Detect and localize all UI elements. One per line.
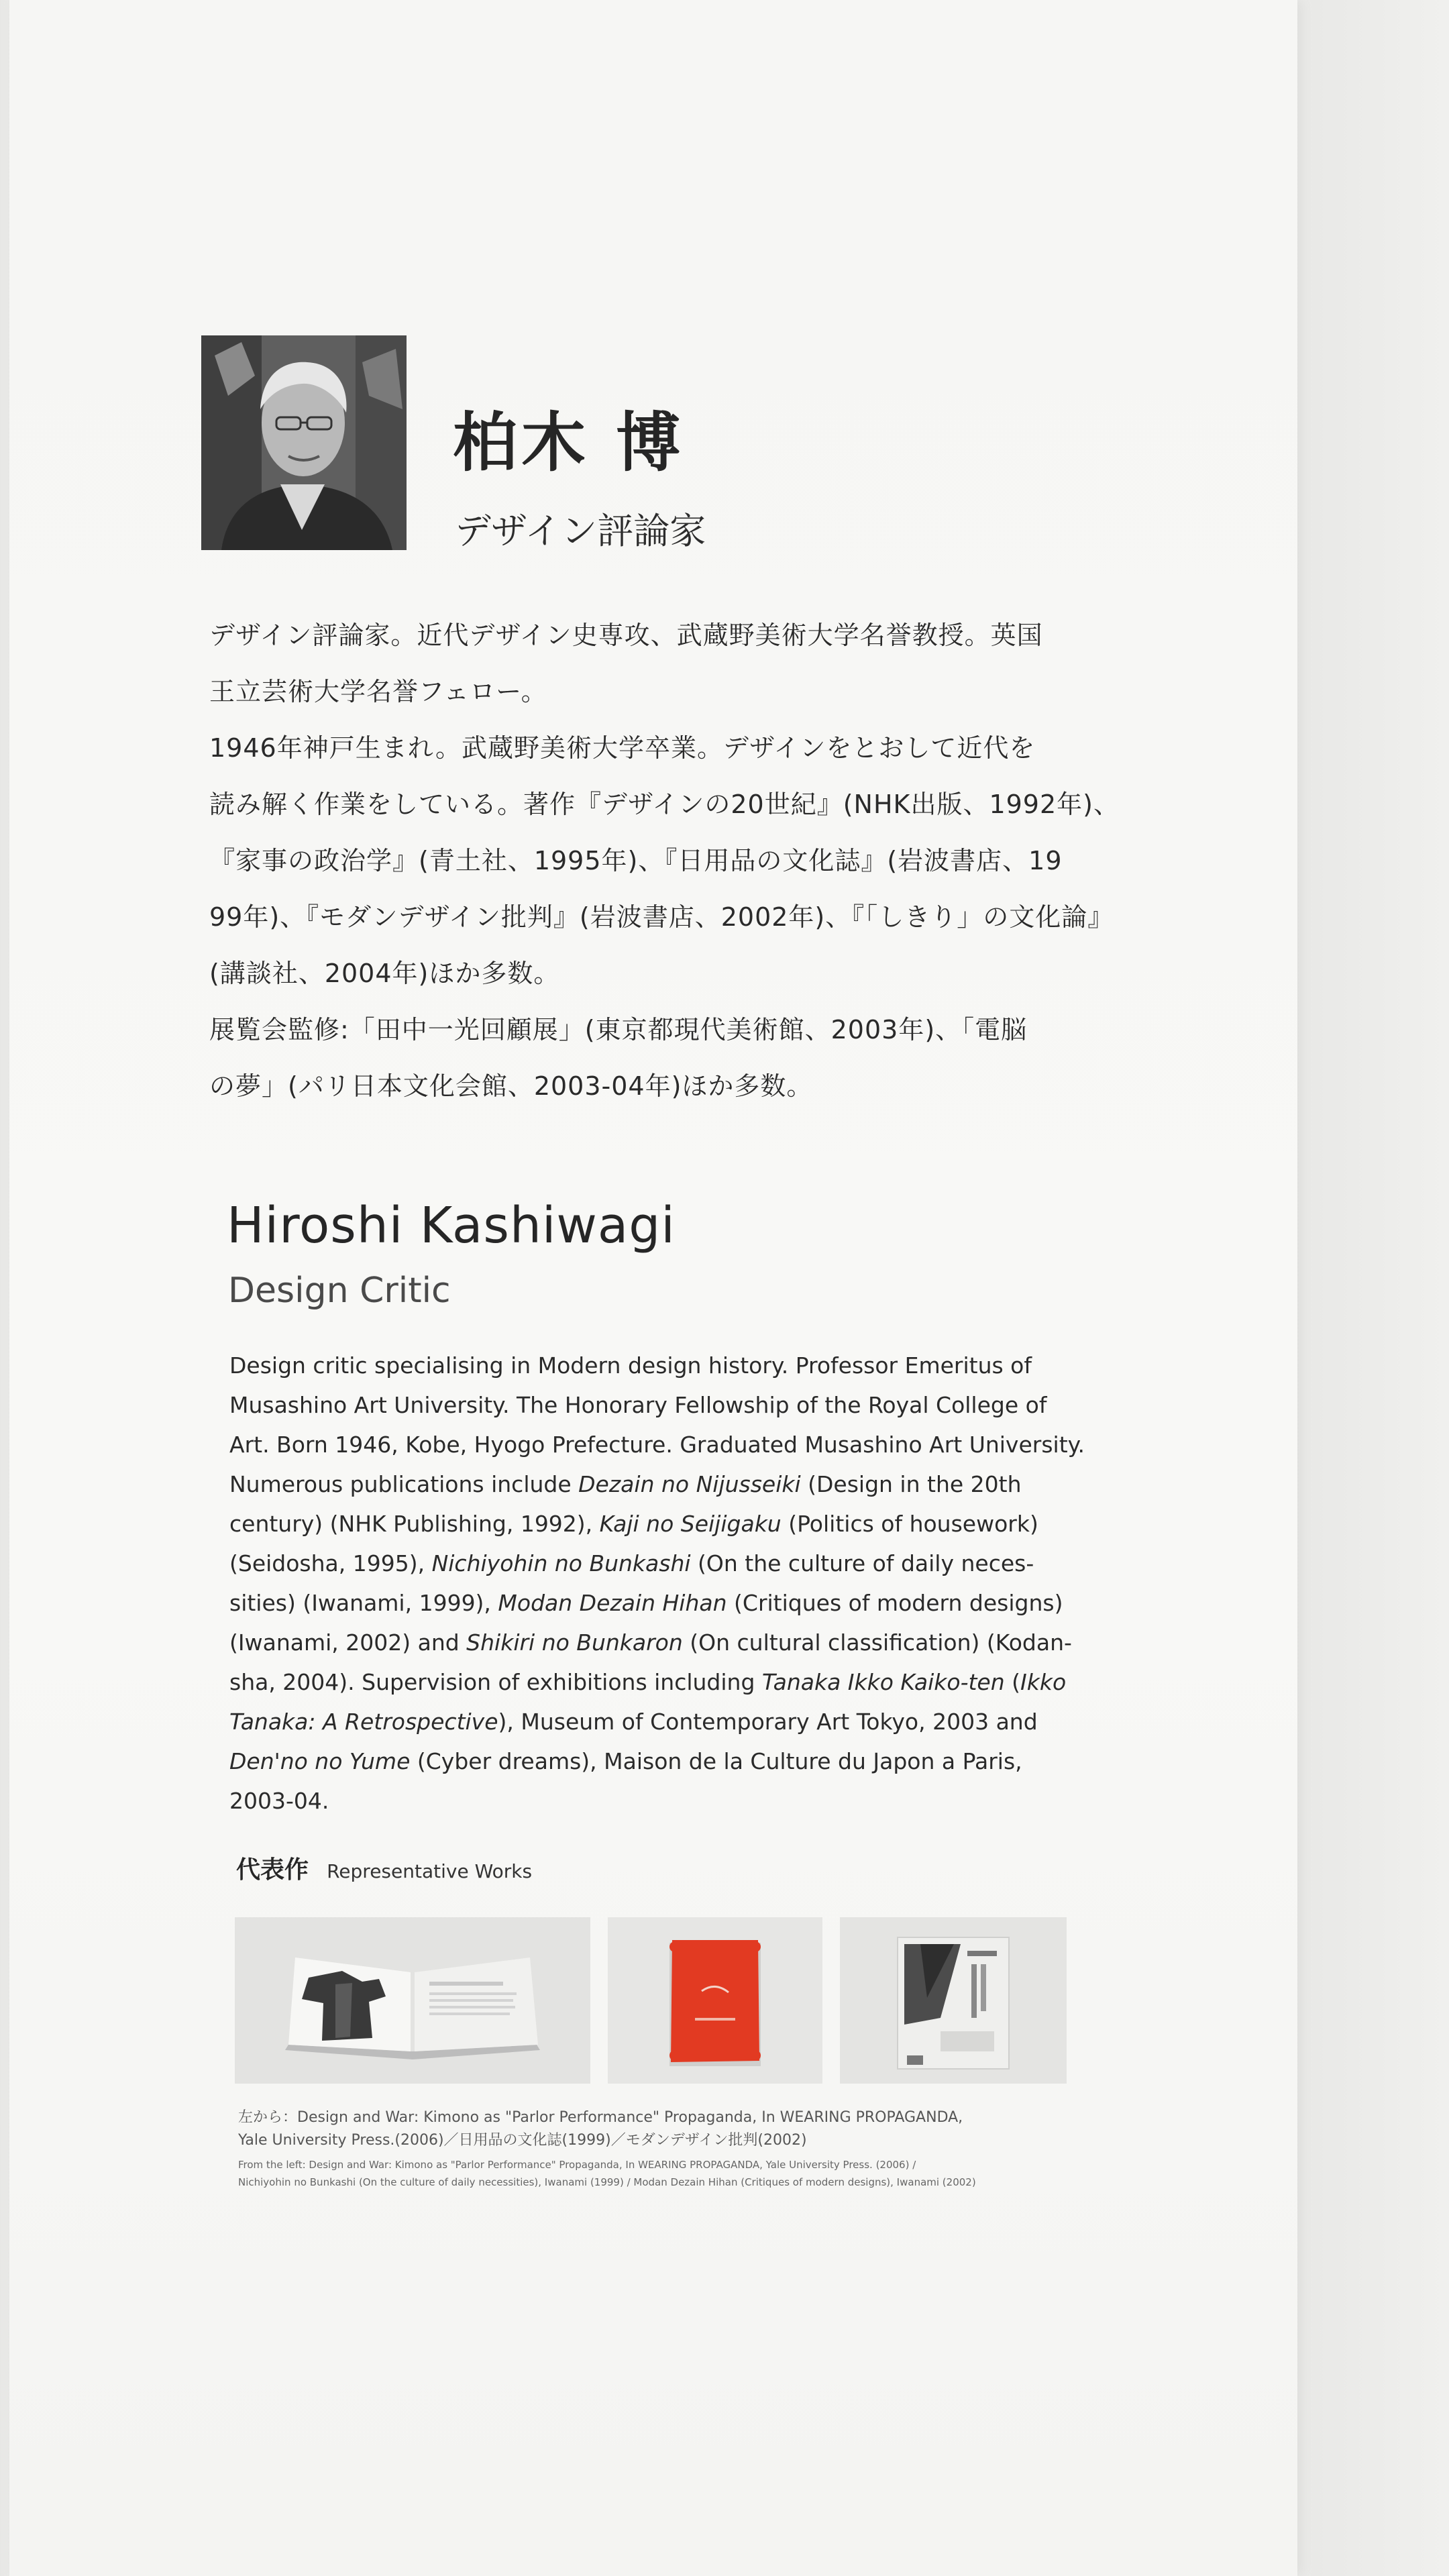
title-japanese: デザイン評論家 bbox=[455, 510, 706, 552]
bio-en-title: Modan Dezain Hihan bbox=[498, 1590, 727, 1616]
bio-en-line bbox=[229, 1464, 1108, 1504]
caption-ja-line: 左から：Design and War: Kimono as "Parlor Performance" Propaganda, In WEARING PROPAGANDA, bbox=[238, 2109, 963, 2126]
bio-en-text: Design critic specialising in Modern design history. Professor Emeritus of bbox=[229, 1352, 1032, 1379]
bio-en-title: Nichiyohin no Bunkashi bbox=[431, 1550, 691, 1576]
bio-ja-line: 展覧会監修:「田中一光回顧展」(東京都現代美術館、2003年)、「電脳 bbox=[209, 1015, 1028, 1044]
bio-ja-line: デザイン評論家。近代デザイン史専攻、武蔵野美術大学名誉教授。英国 bbox=[209, 621, 1043, 650]
bio-en-line bbox=[229, 1504, 1108, 1544]
title-english: Design Critic bbox=[228, 1271, 451, 1311]
portrait-photo bbox=[201, 335, 407, 550]
bio-en-title: Ikko bbox=[1020, 1669, 1067, 1695]
works-heading-ja: 代表作 bbox=[236, 1856, 309, 1884]
bio-en-text: century) (NHK Publishing, 1992), bbox=[229, 1511, 600, 1537]
name-japanese: 柏木 博 bbox=[453, 405, 685, 480]
bio-ja-line: 1946年神戸生まれ。武蔵野美術大学卒業。デザインをとおして近代を bbox=[209, 733, 1036, 763]
bio-en-text: Art. Born 1946, Kobe, Hyogo Prefecture. Graduated Musashino Art University. bbox=[229, 1432, 1085, 1458]
works-heading bbox=[236, 1858, 532, 1882]
bio-en-title: Dezain no Nijusseiki bbox=[578, 1471, 801, 1497]
bio-en-text: sities) (Iwanami, 1999), bbox=[229, 1590, 498, 1616]
bio-en-line bbox=[229, 1583, 1108, 1623]
caption-en-line: From the left: Design and War: Kimono as "Parlor Performance" Propaganda, In WEARING PROPAGANDA, Yale University Press. (2006) / bbox=[238, 2159, 916, 2171]
caption-en-line: Nichiyohin no Bunkashi (On the culture of daily necessities), Iwanami (1999) / Modan Dezain Hihan (Critiques of modern designs), Iwanami (2002) bbox=[238, 2176, 976, 2188]
bio-en-line bbox=[229, 1346, 1108, 1385]
bio-ja-line: 99年)、『モダンデザイン批判』(岩波書店、2002年)、『「しきり」の文化論』 bbox=[209, 902, 1114, 932]
bio-en-text: Musashino Art University. The Honorary Fellowship of the Royal College of bbox=[229, 1392, 1047, 1418]
bio-ja-line: (講談社、2004年)ほか多数。 bbox=[209, 959, 560, 988]
bio-en-text: sha, 2004). Supervision of exhibitions including bbox=[229, 1669, 762, 1695]
bio-en-line bbox=[229, 1425, 1108, 1464]
caption-ja-line: Yale University Press.(2006)／日用品の文化誌(1999)／モダンデザイン批判(2002) bbox=[238, 2132, 807, 2149]
bio-en-text: 2003-04. bbox=[229, 1788, 329, 1814]
bio-en-text: (Design in the 20th bbox=[800, 1471, 1022, 1497]
bio-ja-line: 『家事の政治学』(青土社、1995年)、『日用品の文化誌』(岩波書店、19 bbox=[209, 846, 1063, 875]
bio-en-title: Tanaka Ikko Kaiko-ten bbox=[761, 1669, 1005, 1695]
bio-en-text: ), Museum of Contemporary Art Tokyo, 2003 and bbox=[498, 1709, 1038, 1735]
works-heading-en: Representative Works bbox=[327, 1860, 533, 1882]
bio-ja-line: 読み解く作業をしている。著作『デザインの20世紀』(NHK出版、1992年)、 bbox=[209, 790, 1120, 819]
bio-en-line bbox=[229, 1662, 1108, 1702]
bio-en-title: Tanaka: A Retrospective bbox=[229, 1709, 498, 1735]
bio-en-text: (On the culture of daily neces- bbox=[690, 1550, 1034, 1576]
bio-ja-line: の夢」(パリ日本文化会館、2003-04年)ほか多数。 bbox=[209, 1071, 813, 1101]
bio-en-line bbox=[229, 1623, 1108, 1662]
bio-en-title: Kaji no Seijigaku bbox=[599, 1511, 782, 1537]
bio-en-text: Numerous publications include bbox=[229, 1471, 579, 1497]
bio-en-text: (On cultural classification) (Kodan- bbox=[682, 1629, 1072, 1656]
bio-en-line bbox=[229, 1385, 1108, 1425]
bio-en-line bbox=[229, 1741, 1108, 1781]
bio-en-text: (Critiques of modern designs) bbox=[727, 1590, 1063, 1616]
bio-en-text: (Seidosha, 1995), bbox=[229, 1550, 432, 1576]
work-image-red-book bbox=[608, 1917, 822, 2084]
bio-en-line bbox=[229, 1544, 1108, 1583]
bio-ja-line: 王立芸術大学名誉フェロー。 bbox=[209, 677, 547, 706]
bio-en-line bbox=[229, 1781, 1108, 1821]
works-caption-english bbox=[238, 2156, 1110, 2191]
biography-japanese bbox=[209, 607, 1122, 1114]
biography-english bbox=[229, 1346, 1108, 1821]
bio-en-text: (Cyber dreams), Maison de la Culture du Japon a Paris, bbox=[410, 1748, 1022, 1774]
bio-en-text: ( bbox=[1004, 1669, 1021, 1695]
bio-en-line bbox=[229, 1702, 1108, 1741]
works-caption-japanese bbox=[238, 2106, 1110, 2152]
work-image-open-book bbox=[235, 1917, 590, 2084]
bio-en-title: Shikiri no Bunkaron bbox=[466, 1629, 683, 1656]
bio-en-title: Den'no no Yume bbox=[229, 1748, 411, 1774]
name-english: Hiroshi Kashiwagi bbox=[227, 1197, 676, 1254]
bio-en-text: (Politics of housework) bbox=[781, 1511, 1038, 1537]
work-image-grey-book bbox=[840, 1917, 1067, 2084]
bio-en-text: (Iwanami, 2002) and bbox=[229, 1629, 467, 1656]
